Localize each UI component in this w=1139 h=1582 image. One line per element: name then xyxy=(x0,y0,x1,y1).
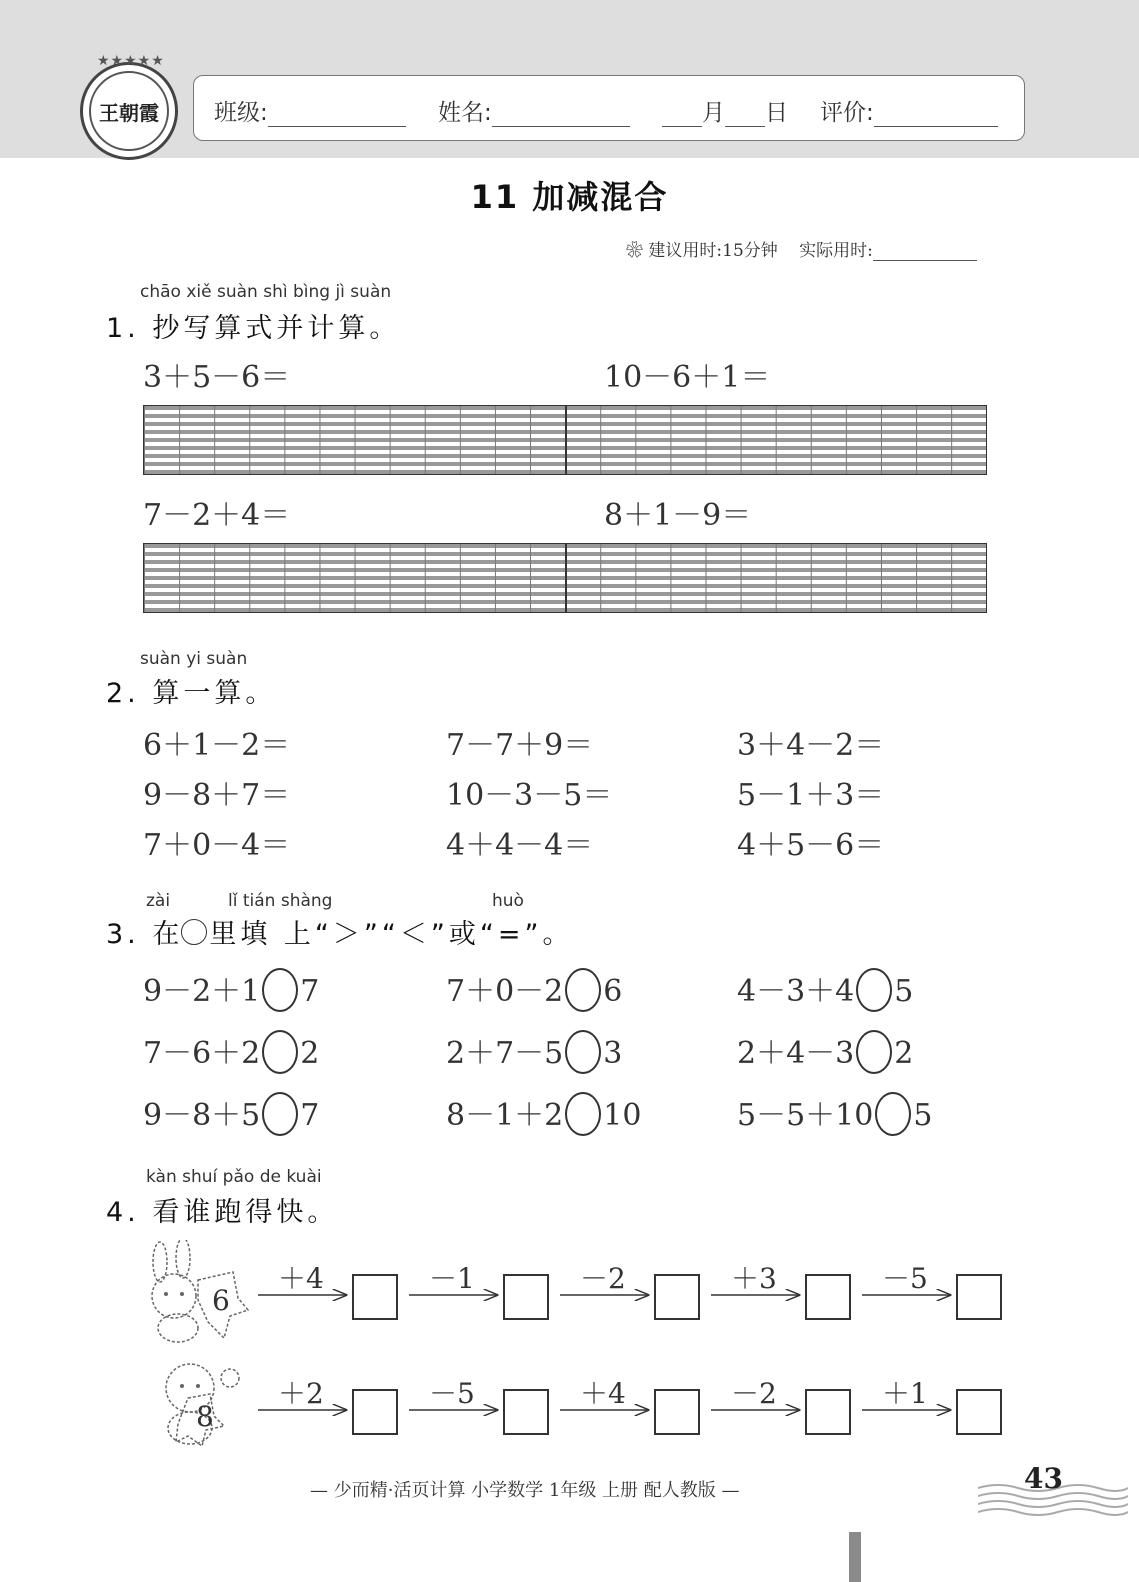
logo-text: 王朝霞 xyxy=(89,71,169,151)
name-label: 姓名: xyxy=(438,100,492,126)
q2-expr: 9－8＋7＝ xyxy=(143,778,291,813)
answer-box[interactable] xyxy=(956,1389,1002,1435)
op-label: －2 xyxy=(580,1262,626,1295)
op-label: －5 xyxy=(429,1377,475,1410)
q2-expr: 7＋0－4＝ xyxy=(143,828,291,863)
bottom-bar xyxy=(849,1532,861,1582)
q4-title: 4. 看谁跑得快。 xyxy=(106,1197,339,1228)
q2-expr: 5－1＋3＝ xyxy=(737,778,885,813)
eval-label: 评价: xyxy=(820,100,874,126)
answer-box[interactable] xyxy=(956,1274,1002,1320)
q2-expr: 10－3－5＝ xyxy=(446,778,613,813)
compare-item: 2＋4－3 2 xyxy=(737,1028,913,1077)
compare-item: 9－8＋5 7 xyxy=(143,1090,319,1139)
compare-item: 4－3＋4 5 xyxy=(737,966,913,1015)
q1-expr: 8＋1－9＝ xyxy=(604,498,752,533)
q1-pinyin: chāo xiě suàn shì bìng jì suàn xyxy=(140,282,392,302)
day-label: 日 xyxy=(765,100,788,126)
compare-item: 9－2＋1 7 xyxy=(143,966,319,1015)
answer-box[interactable] xyxy=(503,1274,549,1320)
op-label: －5 xyxy=(882,1262,928,1295)
answer-box[interactable] xyxy=(352,1274,398,1320)
q2-expr: 4＋4－4＝ xyxy=(446,828,594,863)
q2-expr: 4＋5－6＝ xyxy=(737,828,885,863)
month-label: 月 xyxy=(702,100,725,126)
compare-item: 2＋7－5 3 xyxy=(446,1028,622,1077)
op-label: ＋2 xyxy=(278,1377,324,1410)
start-number: 8 xyxy=(196,1400,214,1433)
op-label: －1 xyxy=(429,1262,475,1295)
op-label: ＋1 xyxy=(882,1377,928,1410)
compare-item: 7＋0－2 6 xyxy=(446,966,622,1015)
q4-pinyin: kàn shuí pǎo de kuài xyxy=(146,1167,322,1187)
q2-expr: 3＋4－2＝ xyxy=(737,728,885,763)
q2-expr: 6＋1－2＝ xyxy=(143,728,291,763)
q1-title: 1. 抄写算式并计算。 xyxy=(106,313,401,344)
answer-box[interactable] xyxy=(654,1389,700,1435)
q1-expr: 3＋5－6＝ xyxy=(143,360,291,395)
op-label: ＋4 xyxy=(278,1262,324,1295)
footer-text: — 少而精·活页计算 小学数学 1年级 上册 配人教版 — xyxy=(310,1480,740,1501)
q2-pinyin: suàn yi suàn xyxy=(140,649,248,669)
start-number: 6 xyxy=(212,1284,230,1317)
q2-expr: 7－7＋9＝ xyxy=(446,728,594,763)
class-label: 班级: xyxy=(214,100,268,126)
answer-box[interactable] xyxy=(352,1389,398,1435)
suggested-time: 建议用时:15分钟 xyxy=(648,241,778,261)
op-label: ＋3 xyxy=(731,1262,777,1295)
op-label: ＋4 xyxy=(580,1377,626,1410)
compare-item: 8－1＋2 10 xyxy=(446,1090,641,1139)
q3-title-a: 3. 在 xyxy=(106,919,184,950)
q3-pinyin: lǐ tián shàng xyxy=(228,891,333,911)
answer-box[interactable] xyxy=(805,1274,851,1320)
q1-expr: 10－6＋1＝ xyxy=(604,360,771,395)
clock-icon: ❀ xyxy=(626,241,643,261)
q3-pinyin: zài xyxy=(146,891,171,911)
q3-pinyin: huò xyxy=(492,891,524,911)
answer-box[interactable] xyxy=(503,1389,549,1435)
q1-expr: 7－2＋4＝ xyxy=(143,498,291,533)
answer-box[interactable] xyxy=(805,1389,851,1435)
q3-title-b: 里填 上“＞”“＜”或“=”。 xyxy=(209,919,574,950)
compare-item: 7－6＋2 2 xyxy=(143,1028,319,1077)
compare-item: 5－5＋10 5 xyxy=(737,1090,932,1139)
page-title: 11 加减混合 xyxy=(470,178,669,216)
q2-title: 2. 算一算。 xyxy=(106,678,277,709)
actual-time-label: 实际用时: xyxy=(799,241,873,261)
op-label: －2 xyxy=(731,1377,777,1410)
star-icons: ★★★★★ xyxy=(97,53,165,69)
answer-box[interactable] xyxy=(654,1274,700,1320)
page-number: 43 xyxy=(1024,1462,1063,1495)
